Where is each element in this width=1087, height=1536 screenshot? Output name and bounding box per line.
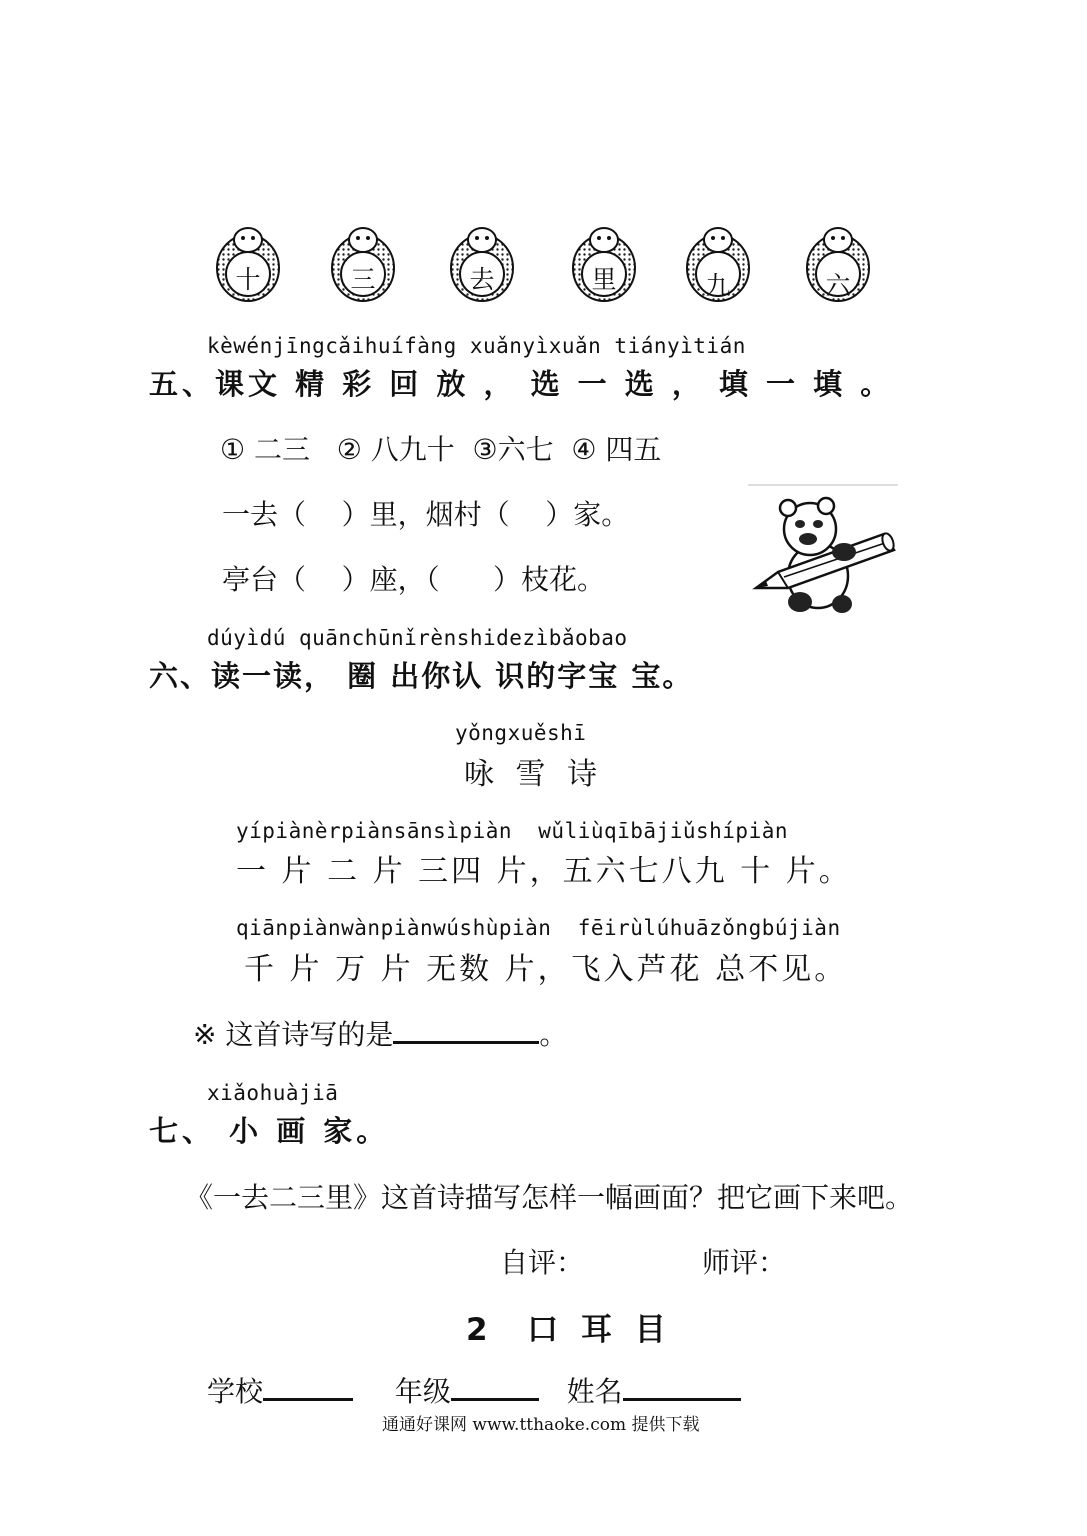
lesson2-title: 2 口 耳 目 bbox=[466, 1312, 672, 1348]
teacher-eval-label: 师评： bbox=[702, 1246, 787, 1279]
name-label: 姓名 bbox=[566, 1375, 623, 1408]
section6-title: 六、读一读， 圈 出你认 识的字宝 宝。 bbox=[149, 659, 694, 693]
penguin-card bbox=[681, 222, 755, 304]
footer-text: 通通好课网 www.tthaoke.com 提供下载 bbox=[382, 1415, 700, 1435]
section5-title: 五、课文 精 彩 回 放 ， 选 一 选 ， 填 一 填 。 bbox=[149, 367, 894, 401]
poem-line1: 一 片 二 片 三四 片，五六七八九 十 片。 bbox=[236, 854, 852, 889]
poem-title: 咏 雪 诗 bbox=[464, 757, 604, 792]
section6-pinyin: dúyìdú quānchūnǐrènshidezìbǎobao bbox=[207, 626, 628, 650]
section7-title: 七、 小 画 家。 bbox=[149, 1114, 390, 1148]
section5-pinyin: kèwénjīngcǎihuífàng xuǎnyìxuǎn tiányìtián bbox=[207, 334, 746, 358]
bear-with-pencil-icon bbox=[748, 484, 898, 620]
penguin-card bbox=[326, 222, 400, 304]
self-eval-label: 自评： bbox=[500, 1246, 585, 1279]
grade-label: 年级 bbox=[394, 1375, 451, 1408]
section5-line2: 亭台（ ）座，（ ）枝花。 bbox=[222, 563, 606, 596]
penguin-card bbox=[567, 222, 641, 304]
name-field[interactable] bbox=[623, 1374, 741, 1401]
penguin-char: 六 bbox=[825, 271, 851, 300]
school-field[interactable] bbox=[263, 1374, 353, 1401]
school-label: 学校 bbox=[207, 1375, 264, 1408]
penguin-char: 三 bbox=[350, 265, 376, 294]
poem-line2-pinyin: qiānpiànwànpiànwúshùpiàn fēirùlúhuāzǒngbújiàn bbox=[236, 916, 841, 940]
section5-options: ① 二三 ② 八九十 ③六七 ④ 四五 bbox=[220, 433, 662, 466]
penguin-char: 十 bbox=[235, 265, 261, 294]
poem-question-end: 。 bbox=[539, 1018, 568, 1051]
penguin-char: 里 bbox=[591, 265, 617, 294]
section5-line1: 一去（ ）里，烟村（ ）家。 bbox=[222, 498, 630, 531]
penguin-card bbox=[445, 222, 519, 304]
student-info-row bbox=[207, 1370, 741, 1410]
poem-line2: 千 片 万 片 无数 片，飞入芦花 总不见。 bbox=[244, 952, 848, 987]
grade-field[interactable] bbox=[451, 1374, 539, 1401]
penguin-char: 九 bbox=[705, 271, 731, 300]
poem-title-pinyin: yǒngxuěshī bbox=[455, 721, 587, 745]
section7-prompt: 《一去二三里》这首诗描写怎样一幅画面？把它画下来吧。 bbox=[185, 1181, 914, 1214]
penguin-card bbox=[211, 222, 285, 304]
penguin-card bbox=[801, 222, 875, 304]
poem-question-text: ※ 这首诗写的是 bbox=[193, 1018, 394, 1051]
penguin-char: 去 bbox=[469, 265, 495, 294]
poem-answer-blank[interactable] bbox=[393, 1017, 539, 1044]
section7-pinyin: xiǎohuàjiā bbox=[207, 1081, 339, 1105]
poem-question bbox=[193, 1013, 567, 1053]
poem-line1-pinyin: yípiànèrpiànsānsìpiàn wǔliùqībājiǔshípiàn bbox=[236, 819, 789, 843]
